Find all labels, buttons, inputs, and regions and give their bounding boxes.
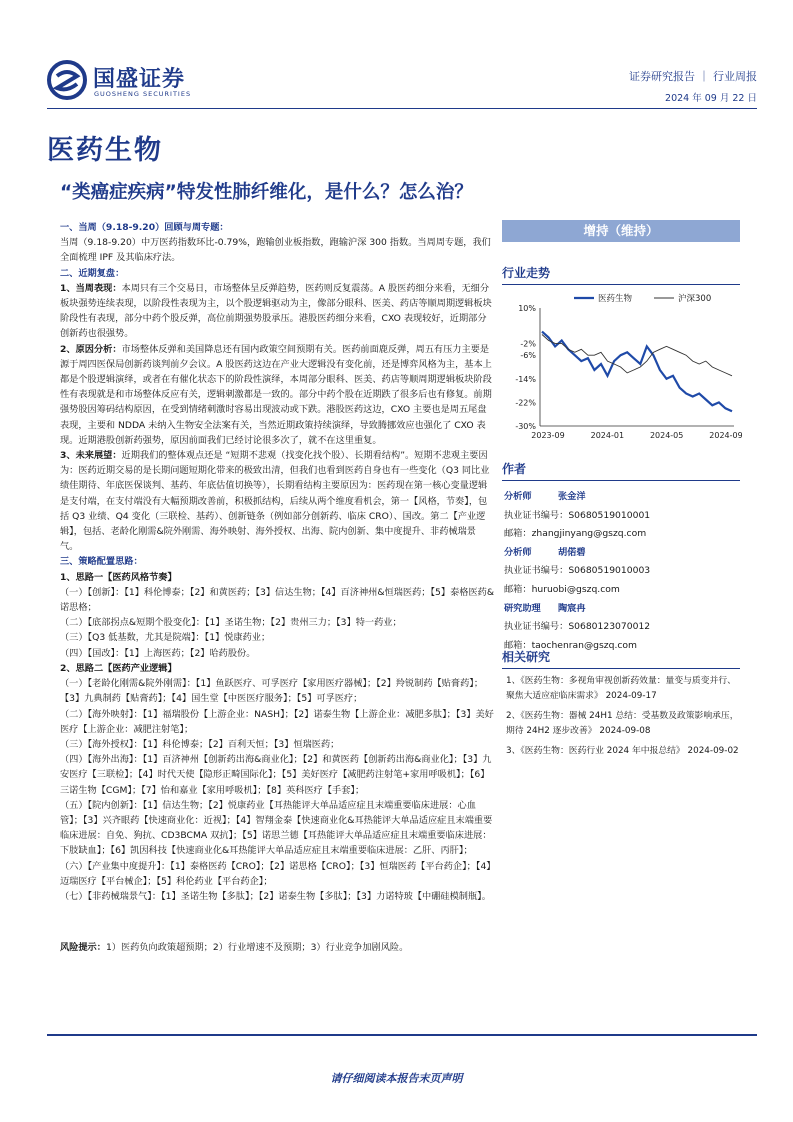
strategy-heading: 2、思路二【医药产业逻辑】	[60, 662, 177, 674]
author-heading: 作者	[502, 460, 740, 481]
y-tick-label: -30%	[515, 422, 536, 431]
email-address[interactable]: huruobi@gszq.com	[531, 583, 620, 595]
paragraph	[60, 281, 494, 342]
strategy-line: （一）【老龄化刚需&院外刚需】：【1】鱼跃医疗、可孚医疗【家用医疗器械】；【2】羚锐制药【贴膏药】；【3】九典制药【贴膏药】；【4】国生堂【中医医疗服务】；【5】可孚医疗；	[60, 678, 484, 705]
risk-text: 1）医药负向政策超预期；2）行业增速不及预期；3）行业竞争加剧风险。	[105, 942, 409, 953]
author-list	[504, 488, 740, 655]
trend-heading: 行业走势	[502, 264, 740, 285]
series-line-csi300	[542, 335, 732, 376]
strategy-line: （四）【国改】：【1】上海医药；【2】哈药股份。	[60, 647, 256, 659]
cert-label: 执业证书编号：	[504, 565, 569, 577]
strategy-line: （二）【底部拐点&短期个股变化】：【1】圣诺生物；【2】贵州三力；【3】特一药业；	[60, 617, 402, 629]
related-item[interactable]: 3、《医药生物：医药行业 2024 年中报总结》 2024-09-02	[506, 745, 739, 756]
cert-number: S0680519010003	[568, 565, 651, 577]
y-tick-label: -6%	[520, 351, 536, 361]
rating-badge: 增持（维持）	[502, 220, 740, 242]
x-tick-label: 2024-05	[649, 431, 684, 440]
email-label: 邮箱：	[504, 639, 532, 651]
strategy-line: （三）【海外授权】：【1】科伦博泰；【2】百利天恒；【3】恒瑞医药；	[60, 738, 340, 750]
email-label: 邮箱：	[504, 528, 532, 540]
brand-name-en: GUOSHENG SECURITIES	[94, 90, 192, 98]
cert-number: S0680123070012	[568, 621, 651, 633]
paragraph-text: 近期我们的整体观点还是 “短期不悲观（找变化找个股）、长期看结构”。短期不悲观主要因为：医药近期交易的是长期问题短期化带来的极致出清，但我们也看到医药自身也有一些变化（Q3 同比业绩佳期待、年底医保谈判、基药、年底估值切换等），长期看结构主要原因为：医药现在第一核心变量逻辑是支付端，在支付端没有大幅预期改善前，积极抓结构，后续从两个维度看机会，第一【风格，节奏】，包括 Q3 业绩、Q4 变化（三联检、基药）、创新链条（例如部分创新药、临床 CRO）、国改。第二【产业逻辑】，包括、老龄化刚需&院外刚需、海外映射、海外授权、出海、院内创新、集中度提升、非药械瑞景气。	[60, 450, 490, 553]
strategy-line: （六）【产业集中度提升】：【1】泰格医药【CRO】；【2】诺思格【CRO】；【3】恒瑞医药【平台药企】；【4】迈瑞医疗【平台械企】；【5】科伦药业【平台药企】；	[60, 860, 491, 887]
paragraph	[60, 342, 494, 448]
y-tick-label: 10%	[518, 304, 536, 313]
y-tick-label: -2%	[520, 339, 536, 349]
report-type: 证券研究报告 ｜ 行业周报	[629, 70, 757, 83]
x-tick-label: 2024-09	[709, 431, 742, 440]
author-cert	[504, 562, 740, 581]
x-tick-label: 2023-09	[531, 431, 565, 440]
report-title: “类癌症疾病”特发性肺纤维化，是什么？怎么治？	[60, 182, 473, 203]
author-row	[504, 488, 740, 507]
author-role: 分析师	[504, 491, 532, 502]
related-heading: 相关研究	[502, 648, 740, 669]
section-heading: 一、当周（9.18-9.20）回顾与周专题：	[60, 222, 229, 233]
author-role: 研究助理	[504, 602, 541, 614]
strategy-line: （三）【Q3 低基数，尤其是院端】：【1】悦康药业；	[60, 632, 271, 644]
risk-note	[60, 940, 500, 955]
series-line-pharma	[542, 332, 732, 412]
section-heading: 二、近期复盘：	[60, 267, 125, 279]
related-item[interactable]: 1、《医药生物：多视角审视创新药效量：量变与质变并行、聚焦大适应症临床需求》 2024-09-17	[506, 676, 736, 702]
cert-number: S0680519010001	[568, 509, 651, 521]
author-name: 张金洋	[558, 491, 586, 502]
paragraph-text: 市场整体反弹和美国降息还有国内政策空间预期有关。医药前面鹿反弹，周五有压力主要是源于周四医保局创新药谈判前夕会议。A 股医药这边在产业大逻辑没有变化前，还是博弈风格为主，基本上都是个股逻辑演绎，或者在有催化状态下的阶段性演绎，本周部分眼科、医美、药店等顺周期逻辑板块阶段性有表现就是和市场整体反应有关，逻辑刺激都是一致的。部分中药个股在近期跌了很多后也有修复。前期强势股因筹码结构原因，在受到情绪刺激时容易出现波动或下跌。港股医药这边，CXO 主要也是周五尾盘表现，主要和 NDDA 未纳入生物安全法案有关，当然近期政策持续演绎，导致腾挪效应也强化了 CXO 表现。近期港股创新药强势，原因前面我们已经讨论很多次了，就不在这里重复。	[60, 343, 492, 446]
related-item[interactable]: 2、《医药生物：器械 24H1 总结：受基数及政策影响承压，期待 24H2 逐步改善》 2024-09-08	[506, 710, 739, 737]
cert-label: 执业证书编号：	[504, 509, 569, 521]
email-label: 邮箱：	[504, 583, 532, 595]
strategy-line: （五）【院内创新】：【1】信达生物；【2】悦康药业【耳热能评大单品适应症且末端重要临床进展：心血管】；【3】兴齐眼药【快速商业化：近视】；【4】智翔金泰【快速商业化&耳热能评大单品适应症且末端重要临床进展：自免、狗抗、CD3BCMA 双抗】；【5】诺思兰德【耳热能评大单品适应症且末端重要临床进展：下肢缺血】；【6】凯因科技【快速商业化&耳热能评大单品适应症且末端重要临床进展：乙肝、丙肝】；	[60, 799, 493, 857]
strategy-line: （二）【海外映射】：【1】福瑞股份【上游企业：NASH】；【2】诺泰生物【上游企业：减肥多肽】；【3】美好医疗【上游企业：减肥注射笔】；	[60, 708, 494, 735]
paragraph: 当周（9.18-9.20）中万医药指数环比-0.79%，跑输创业板指数，跑输沪深 300 指数。当周周专题，我们全面梳理 IPF 及其临床疗法。	[60, 237, 491, 264]
main-content	[60, 220, 494, 904]
brand-name: 国盛证券	[93, 67, 186, 92]
legend-label: 沪深300	[678, 294, 712, 304]
related-list	[506, 674, 742, 763]
author-name: 胡偌碧	[558, 546, 586, 558]
author-cert	[504, 618, 740, 637]
strategy-line: （四）【海外出海】：【1】百济神州【创新药出海&商业化】；【2】和黄医药【创新药出海&商业化】；【3】九安医疗【三联检】；【4】时代天使【隐形正畸国际化】；【5】美好医疗【减肥药注射笔+家用呼吸机】；【6】三诺生物【CGM】；【7】怡和嘉业【家用呼吸机】；【8】英科医疗【手套】；	[60, 754, 492, 796]
risk-lead: 风险提示：	[60, 942, 106, 953]
y-tick-label: -14%	[515, 374, 536, 384]
author-row	[504, 544, 740, 563]
strategy-line: （一）【创新】：【1】科伦博泰；【2】和黄医药；【3】信达生物；【4】百济神州&恒瑞医药；【5】泰格医药&诺思格；	[60, 586, 494, 614]
author-role: 分析师	[504, 546, 532, 558]
y-tick-label: -22%	[515, 398, 536, 408]
strategy-heading: 1、思路一【医药风格节奏】	[60, 571, 177, 583]
report-date: 2024 年 09 月 22 日	[665, 93, 757, 104]
author-email[interactable]	[504, 581, 740, 600]
brand-logo	[47, 60, 227, 104]
sidebar	[502, 220, 742, 756]
cert-label: 执业证书编号：	[504, 621, 569, 633]
footer-divider	[47, 1034, 757, 1036]
paragraph-text: 本周只有三个交易日，市场整体呈反弹趋势，医药则反复震荡。A 股医药细分来看，无细分板块强势连续表现，以阶段性表现为主，以个股逻辑驱动为主，像部分眼科、医美、药店等顺周期逻辑板块阶段性有表现，部分中药个股反弹，高位前期强势股承压。港股医药细分来看，CXO 表现较好，近期部分创新药也很强势。	[60, 282, 492, 340]
x-tick-label: 2024-01	[590, 431, 625, 440]
brand-logo-icon	[47, 60, 87, 100]
section-heading: 三、策略配置思路：	[60, 556, 143, 568]
trend-chart	[502, 290, 742, 450]
author-name: 陶宸冉	[558, 602, 586, 614]
paragraph-lead: 1、当周表现：	[60, 282, 122, 294]
paragraph	[60, 448, 494, 554]
paragraph-lead: 3、未来展望：	[60, 450, 122, 462]
page-header	[47, 58, 757, 110]
paragraph-lead: 2、原因分析：	[60, 343, 122, 355]
footer-disclaimer: 请仔细阅读本报告末页声明	[330, 1072, 463, 1085]
author-email[interactable]	[504, 525, 740, 544]
legend-label: 医药生物	[598, 294, 633, 304]
header-divider	[47, 108, 757, 109]
sector-title: 医药生物	[47, 135, 163, 166]
author-cert	[504, 507, 740, 526]
trend-chart-svg	[502, 290, 742, 450]
author-row	[504, 600, 740, 619]
email-address[interactable]: zhangjinyang@gszq.com	[531, 528, 647, 540]
strategy-line: （七）【非药械瑞景气】：【1】圣诺生物【多肽】；【2】诺泰生物【多肽】；【3】力诺特玻【中硼硅模制瓶】。	[60, 890, 491, 902]
email-address[interactable]: taochenran@gszq.com	[531, 639, 637, 651]
